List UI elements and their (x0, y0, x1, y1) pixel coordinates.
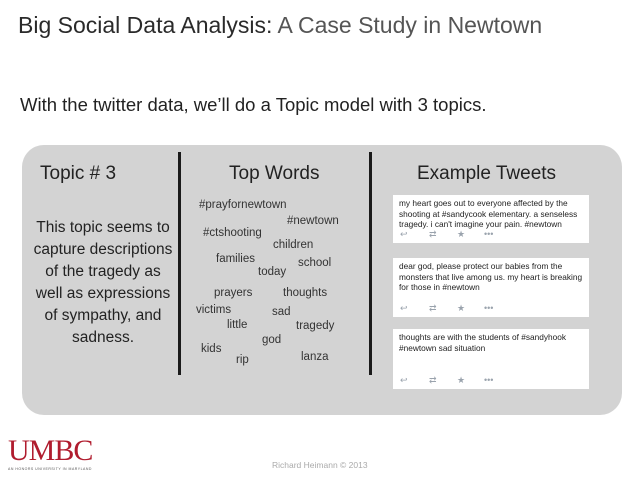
tweet-actions (393, 228, 589, 240)
slide-subtitle: With the twitter data, we’ll do a Topic model with 3 topics. (20, 94, 487, 115)
word-item: little (227, 319, 248, 331)
more-icon[interactable]: ••• (484, 375, 494, 385)
favorite-icon[interactable]: ★ (457, 229, 466, 239)
favorite-icon[interactable]: ★ (457, 375, 466, 385)
reply-icon[interactable]: ↩ (400, 375, 408, 385)
word-item: #ctshooting (203, 227, 262, 239)
tweet-actions (393, 302, 589, 314)
word-item: children (273, 239, 314, 251)
topic-description: This topic seems to capture descriptions of the tragedy as well as expressions of sympathy, and sadness. (33, 219, 173, 346)
word-item: #newtown (287, 215, 339, 227)
word-item: families (216, 253, 255, 265)
tweet-card[interactable] (393, 195, 589, 243)
more-icon[interactable]: ••• (484, 303, 494, 313)
column-divider-right (369, 152, 372, 375)
word-item: sad (272, 306, 291, 318)
reply-icon[interactable]: ↩ (400, 303, 408, 313)
slide-title-main: Big Social Data Analysis: (18, 12, 273, 38)
word-item: victims (196, 304, 232, 316)
umbc-logo-name: UMBC (8, 434, 93, 467)
umbc-logo (8, 436, 92, 471)
tweet-text: thoughts are with the students of #sandyhook #newtown sad situation (399, 332, 566, 353)
footer-credit: Richard Heimann © 2013 (272, 460, 368, 470)
word-item: lanza (301, 351, 329, 363)
umbc-logo-tagline: AN HONORS UNIVERSITY IN MARYLAND (8, 467, 92, 471)
slide-title (18, 12, 542, 39)
word-item: #prayfornewtown (199, 199, 287, 211)
tweet-card[interactable] (393, 258, 589, 317)
word-item: kids (201, 343, 222, 355)
example-tweets-heading: Example Tweets (417, 163, 557, 184)
word-item: prayers (214, 287, 253, 299)
tweet-card[interactable] (393, 329, 589, 389)
retweet-icon[interactable]: ⇄ (429, 303, 437, 313)
word-item: today (258, 266, 287, 278)
tweet-text: my heart goes out to everyone affected by the shooting at #sandycook elementary. a senseless tragedy. i can't imagine your pain. #newtown (399, 198, 578, 229)
column-divider-left (178, 152, 181, 375)
word-item: rip (236, 354, 249, 366)
tweet-actions (393, 374, 589, 386)
top-words-heading: Top Words (229, 163, 320, 184)
topic-heading: Topic # 3 (40, 163, 117, 184)
more-icon[interactable]: ••• (484, 229, 494, 239)
word-item: thoughts (283, 287, 328, 299)
slide-title-sub: A Case Study in Newtown (277, 12, 543, 38)
word-item: school (298, 257, 332, 269)
tweet-text: dear god, please protect our babies from the monsters that live among us. my heart is breaking for those in #newtown (399, 261, 583, 292)
retweet-icon[interactable]: ⇄ (429, 229, 437, 239)
retweet-icon[interactable]: ⇄ (429, 375, 437, 385)
word-item: god (262, 334, 282, 346)
word-item: tragedy (296, 320, 335, 332)
reply-icon[interactable]: ↩ (400, 229, 408, 239)
favorite-icon[interactable]: ★ (457, 303, 466, 313)
